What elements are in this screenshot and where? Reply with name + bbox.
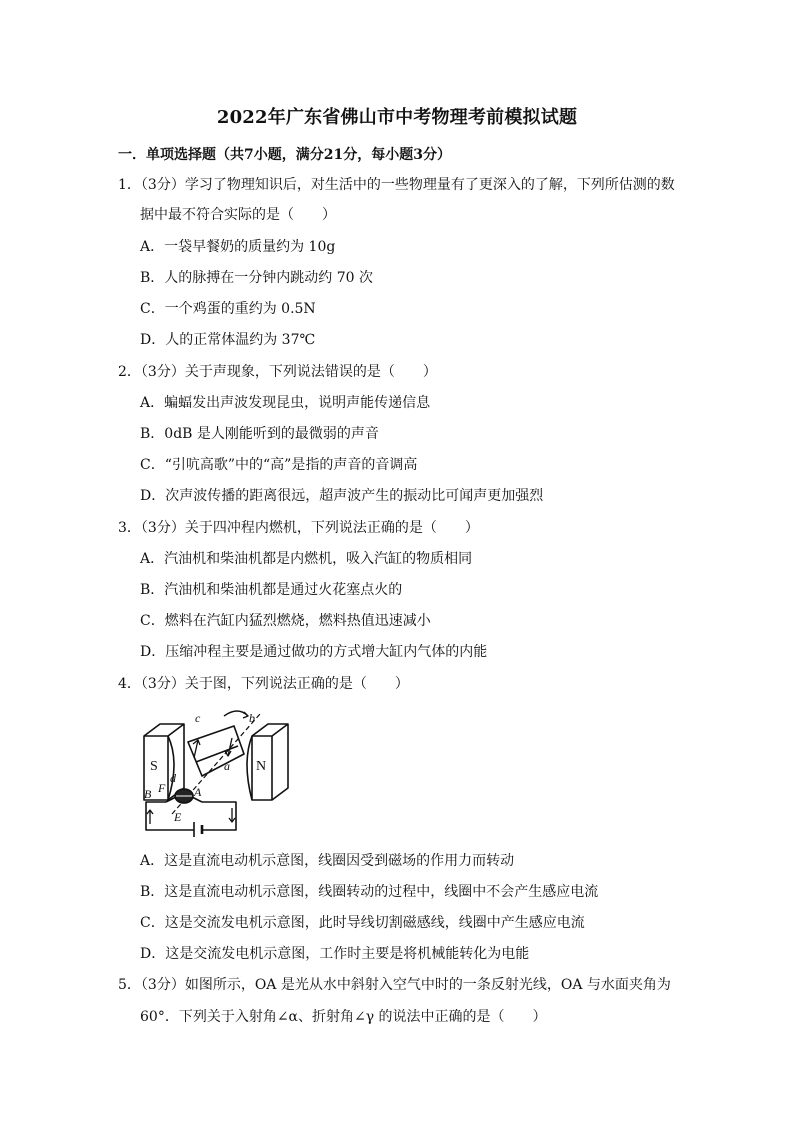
question-2-stem: 2．（3分）关于声现象，下列说法错误的是（ ） — [118, 364, 437, 380]
section-heading: 一．单项选择题（共7小题，满分21分，每小题3分） — [118, 147, 451, 163]
ring-label-f: F — [158, 781, 166, 795]
coil-label-c: c — [195, 711, 201, 725]
brush-label-b: B — [144, 787, 152, 801]
question-3-stem: 3．（3分）关于四冲程内燃机，下列说法正确的是（ ） — [118, 520, 479, 536]
question-4-stem: 4．（3分）关于图，下列说法正确的是（ ） — [118, 676, 409, 692]
magnet-n-label: N — [256, 759, 267, 774]
question-2-option-d: D．次声波传播的距离很远，超声波产生的振动比可闻声更加强烈 — [140, 488, 544, 504]
question-1-option-a: A．一袋早餐奶的质量约为 10g — [140, 239, 336, 255]
coil-label-d: d — [170, 771, 176, 785]
question-3-option-c: C．燃料在汽缸内猛烈燃烧，燃料热值迅速减小 — [140, 613, 431, 629]
question-3-option-b: B．汽油机和柴油机都是通过火花塞点火的 — [140, 582, 403, 598]
question-1-option-c: C．一个鸡蛋的重约为 0.5N — [140, 301, 316, 317]
brush-label-a: A — [194, 785, 202, 799]
motor-generator-figure — [136, 702, 296, 841]
question-1-stem-line-2: 据中最不符合实际的是（ ） — [140, 207, 336, 223]
question-1-stem-line-1: 1．（3分）学习了物理知识后，对生活中的一些物理量有了更深入的了解，下列所估测的数 — [118, 177, 675, 193]
page-title: 2022年广东省佛山市中考物理考前模拟试题 — [216, 107, 578, 128]
question-3-option-a: A．汽油机和柴油机都是内燃机，吸入汽缸的物质相同 — [140, 551, 473, 567]
question-3-option-d: D．压缩冲程主要是通过做功的方式增大缸内气体的内能 — [140, 644, 488, 660]
coil-label-a: a — [224, 759, 230, 773]
question-2-option-c: C．“引吭高歌”中的“高”是指的声音的音调高 — [140, 457, 418, 473]
question-1-option-d: D．人的正常体温约为 37℃ — [140, 332, 316, 348]
question-4-option-d: D．这是交流发电机示意图，工作时主要是将机械能转化为电能 — [140, 946, 530, 962]
question-2-option-a: A．蝙蝠发出声波发现昆虫，说明声能传递信息 — [140, 395, 431, 411]
question-4-option-c: C．这是交流发电机示意图，此时导线切割磁感线，线圈中产生感应电流 — [140, 915, 585, 931]
question-5-stem-line-2: 60°．下列关于入射角∠α、折射角∠γ 的说法中正确的是（ ） — [140, 1009, 547, 1025]
question-4-option-a: A．这是直流电动机示意图，线圈因受到磁场的作用力而转动 — [140, 853, 515, 869]
question-1-option-b: B．人的脉搏在一分钟内跳动约 70 次 — [140, 270, 374, 286]
question-5-stem-line-1: 5．（3分）如图所示，OA 是光从水中斜射入空气中时的一条反射光线，OA 与水面夹角为 — [118, 977, 671, 993]
magnet-s-label: S — [150, 759, 158, 774]
ring-label-e: E — [174, 810, 182, 824]
question-2-option-b: B．0dB 是人刚能听到的最微弱的声音 — [140, 426, 379, 442]
question-4-option-b: B．这是直流电动机示意图，线圈转动的过程中，线圈中不会产生感应电流 — [140, 884, 599, 900]
motor-diagram — [136, 702, 296, 837]
coil-label-b: b — [249, 711, 255, 725]
